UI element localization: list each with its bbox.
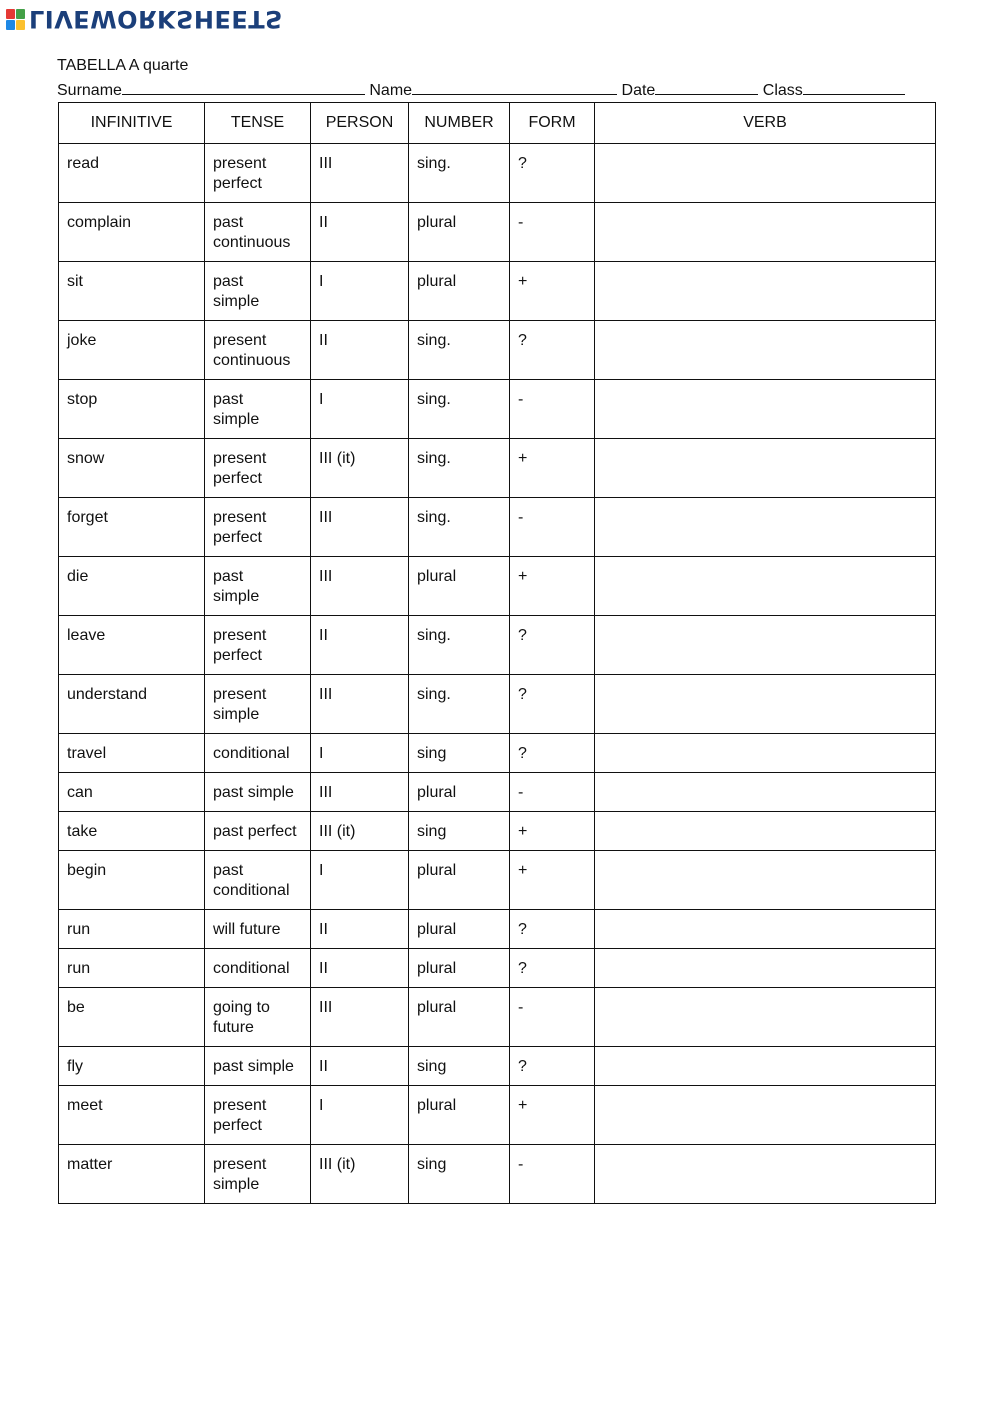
cell-verb-answer[interactable]: [595, 812, 936, 851]
cell-tense: [205, 910, 311, 949]
cell-number: sing.: [409, 380, 510, 439]
name-label: Name: [369, 82, 413, 99]
cell-verb-answer[interactable]: [595, 557, 936, 616]
table-row: [59, 812, 936, 851]
tense-line: past perfect: [213, 823, 297, 840]
cell-person: I: [311, 1086, 409, 1145]
cell-form: ?: [510, 1047, 595, 1086]
tense-line: present: [213, 332, 267, 349]
tense-line: simple: [213, 706, 260, 723]
table-row: [59, 498, 936, 557]
table-row: [59, 734, 936, 773]
cell-tense: [205, 812, 311, 851]
cell-tense: [205, 988, 311, 1047]
date-label: Date: [621, 82, 656, 99]
cell-number: plural: [409, 910, 510, 949]
cell-tense: [205, 321, 311, 380]
cell-infinitive: fly: [59, 1047, 205, 1086]
cell-form: -: [510, 988, 595, 1047]
verb-table: [58, 102, 936, 1204]
cell-number: plural: [409, 773, 510, 812]
cell-person: II: [311, 203, 409, 262]
cell-form: -: [510, 380, 595, 439]
tense-line: present: [213, 509, 267, 526]
cell-person: II: [311, 910, 409, 949]
tense-line: past: [213, 568, 244, 585]
tense-line: present: [213, 450, 267, 467]
cell-number: sing.: [409, 675, 510, 734]
cell-infinitive: matter: [59, 1145, 205, 1204]
cell-number: plural: [409, 851, 510, 910]
tense-line: perfect: [213, 1117, 262, 1134]
cell-verb-answer[interactable]: [595, 1145, 936, 1204]
cell-tense: [205, 851, 311, 910]
tense-line: continuous: [213, 234, 291, 251]
cell-number: sing.: [409, 616, 510, 675]
cell-form: ?: [510, 910, 595, 949]
cell-person: II: [311, 321, 409, 380]
cell-tense: [205, 262, 311, 321]
liveworksheets-logo: [6, 4, 283, 34]
tense-line: conditional: [213, 745, 290, 762]
cell-infinitive: snow: [59, 439, 205, 498]
cell-person: II: [311, 949, 409, 988]
cell-person: III (it): [311, 812, 409, 851]
cell-verb-answer[interactable]: [595, 773, 936, 812]
cell-person: III (it): [311, 439, 409, 498]
cell-tense: [205, 439, 311, 498]
cell-tense: [205, 675, 311, 734]
class-field[interactable]: [803, 80, 905, 95]
tense-line: simple: [213, 1176, 260, 1193]
cell-tense: [205, 1145, 311, 1204]
tense-line: perfect: [213, 647, 262, 664]
cell-tense: [205, 949, 311, 988]
cell-verb-answer[interactable]: [595, 498, 936, 557]
tense-line: will future: [213, 921, 281, 938]
cell-number: sing.: [409, 144, 510, 203]
tense-line: past: [213, 391, 244, 408]
cell-infinitive: complain: [59, 203, 205, 262]
tense-line: past simple: [213, 1058, 294, 1075]
tense-line: past: [213, 214, 244, 231]
cell-form: ?: [510, 675, 595, 734]
table-row: [59, 851, 936, 910]
cell-infinitive: be: [59, 988, 205, 1047]
cell-tense: [205, 203, 311, 262]
header-verb: VERB: [595, 103, 936, 144]
tense-line: simple: [213, 293, 260, 310]
cell-infinitive: take: [59, 812, 205, 851]
cell-person: III: [311, 773, 409, 812]
class-label: Class: [762, 82, 803, 99]
table-row: [59, 1086, 936, 1145]
table-row: [59, 321, 936, 380]
cell-form: ?: [510, 144, 595, 203]
tense-line: continuous: [213, 352, 291, 369]
table-row: [59, 144, 936, 203]
tense-line: present: [213, 1097, 267, 1114]
header-form: FORM: [510, 103, 595, 144]
cell-infinitive: sit: [59, 262, 205, 321]
cell-number: plural: [409, 949, 510, 988]
tense-line: present: [213, 1156, 267, 1173]
cell-person: II: [311, 616, 409, 675]
table-row: [59, 380, 936, 439]
name-field[interactable]: [412, 80, 617, 95]
cell-person: I: [311, 734, 409, 773]
student-info-line: [57, 80, 905, 100]
table-row: [59, 262, 936, 321]
cell-verb-answer[interactable]: [595, 144, 936, 203]
cell-infinitive: stop: [59, 380, 205, 439]
cell-form: ?: [510, 616, 595, 675]
cell-infinitive: begin: [59, 851, 205, 910]
logo-block-yellow: [16, 20, 25, 30]
cell-person: I: [311, 262, 409, 321]
cell-person: II: [311, 1047, 409, 1086]
cell-infinitive: read: [59, 144, 205, 203]
cell-infinitive: can: [59, 773, 205, 812]
header-infinitive: INFINITIVE: [59, 103, 205, 144]
logo-block-red: [6, 9, 15, 19]
cell-verb-answer[interactable]: [595, 910, 936, 949]
table-row: [59, 675, 936, 734]
surname-field[interactable]: [122, 80, 365, 95]
table-row: [59, 949, 936, 988]
cell-form: +: [510, 262, 595, 321]
cell-tense: [205, 1047, 311, 1086]
cell-infinitive: joke: [59, 321, 205, 380]
header-row: [59, 103, 936, 144]
cell-verb-answer[interactable]: [595, 1047, 936, 1086]
cell-person: I: [311, 380, 409, 439]
header-number: NUMBER: [409, 103, 510, 144]
cell-infinitive: meet: [59, 1086, 205, 1145]
cell-form: ?: [510, 949, 595, 988]
cell-verb-answer[interactable]: [595, 203, 936, 262]
tense-line: conditional: [213, 960, 290, 977]
cell-verb-answer[interactable]: [595, 439, 936, 498]
cell-number: plural: [409, 1086, 510, 1145]
cell-verb-answer[interactable]: [595, 1086, 936, 1145]
table-row: [59, 439, 936, 498]
cell-number: sing: [409, 1047, 510, 1086]
cell-form: -: [510, 773, 595, 812]
cell-verb-answer[interactable]: [595, 675, 936, 734]
tense-line: perfect: [213, 529, 262, 546]
cell-number: sing.: [409, 498, 510, 557]
cell-tense: [205, 773, 311, 812]
tense-line: simple: [213, 588, 260, 605]
cell-form: +: [510, 557, 595, 616]
cell-form: +: [510, 1086, 595, 1145]
tense-line: future: [213, 1019, 254, 1036]
cell-form: +: [510, 439, 595, 498]
tense-line: present: [213, 686, 267, 703]
cell-verb-answer[interactable]: [595, 380, 936, 439]
table-row: [59, 773, 936, 812]
cell-number: plural: [409, 988, 510, 1047]
cell-number: plural: [409, 557, 510, 616]
cell-number: sing: [409, 812, 510, 851]
cell-infinitive: understand: [59, 675, 205, 734]
tense-line: going to: [213, 999, 270, 1016]
table-row: [59, 1047, 936, 1086]
table-row: [59, 203, 936, 262]
cell-person: III: [311, 557, 409, 616]
cell-person: III: [311, 988, 409, 1047]
cell-verb-answer[interactable]: [595, 734, 936, 773]
cell-tense: [205, 616, 311, 675]
tense-line: conditional: [213, 882, 290, 899]
cell-number: sing.: [409, 321, 510, 380]
tense-line: past: [213, 273, 244, 290]
cell-form: -: [510, 1145, 595, 1204]
cell-verb-answer[interactable]: [595, 949, 936, 988]
cell-number: sing: [409, 734, 510, 773]
cell-tense: [205, 1086, 311, 1145]
cell-form: -: [510, 498, 595, 557]
cell-form: ?: [510, 734, 595, 773]
sheet-title: TABELLA A quarte: [57, 57, 189, 74]
tense-line: present: [213, 627, 267, 644]
cell-tense: [205, 557, 311, 616]
tense-line: past simple: [213, 784, 294, 801]
tense-line: simple: [213, 411, 260, 428]
cell-number: plural: [409, 203, 510, 262]
date-field[interactable]: [655, 80, 758, 95]
logo-block-blue: [6, 20, 15, 30]
cell-number: plural: [409, 262, 510, 321]
cell-person: III (it): [311, 1145, 409, 1204]
cell-form: -: [510, 203, 595, 262]
cell-person: III: [311, 675, 409, 734]
cell-infinitive: travel: [59, 734, 205, 773]
logo-text: LIVEWORKSHEETS: [29, 5, 283, 33]
logo-block-green: [16, 9, 25, 19]
cell-verb-answer[interactable]: [595, 616, 936, 675]
cell-form: ?: [510, 321, 595, 380]
table-row: [59, 616, 936, 675]
cell-person: III: [311, 144, 409, 203]
cell-person: III: [311, 498, 409, 557]
cell-infinitive: leave: [59, 616, 205, 675]
table-row: [59, 557, 936, 616]
tense-line: past: [213, 862, 244, 879]
cell-verb-answer[interactable]: [595, 988, 936, 1047]
table-row: [59, 1145, 936, 1204]
tense-line: perfect: [213, 175, 262, 192]
header-person: PERSON: [311, 103, 409, 144]
cell-number: sing.: [409, 439, 510, 498]
cell-infinitive: run: [59, 949, 205, 988]
cell-tense: [205, 380, 311, 439]
cell-infinitive: die: [59, 557, 205, 616]
cell-tense: [205, 734, 311, 773]
header-tense: TENSE: [205, 103, 311, 144]
cell-tense: [205, 498, 311, 557]
table-row: [59, 988, 936, 1047]
cell-infinitive: forget: [59, 498, 205, 557]
cell-person: I: [311, 851, 409, 910]
cell-verb-answer[interactable]: [595, 851, 936, 910]
cell-verb-answer[interactable]: [595, 321, 936, 380]
cell-tense: [205, 144, 311, 203]
cell-verb-answer[interactable]: [595, 262, 936, 321]
cell-number: sing: [409, 1145, 510, 1204]
tense-line: perfect: [213, 470, 262, 487]
cell-infinitive: run: [59, 910, 205, 949]
surname-label: Surname: [57, 82, 122, 99]
logo-blocks-icon: [6, 9, 25, 30]
cell-form: +: [510, 851, 595, 910]
cell-form: +: [510, 812, 595, 851]
tense-line: present: [213, 155, 267, 172]
table-row: [59, 910, 936, 949]
